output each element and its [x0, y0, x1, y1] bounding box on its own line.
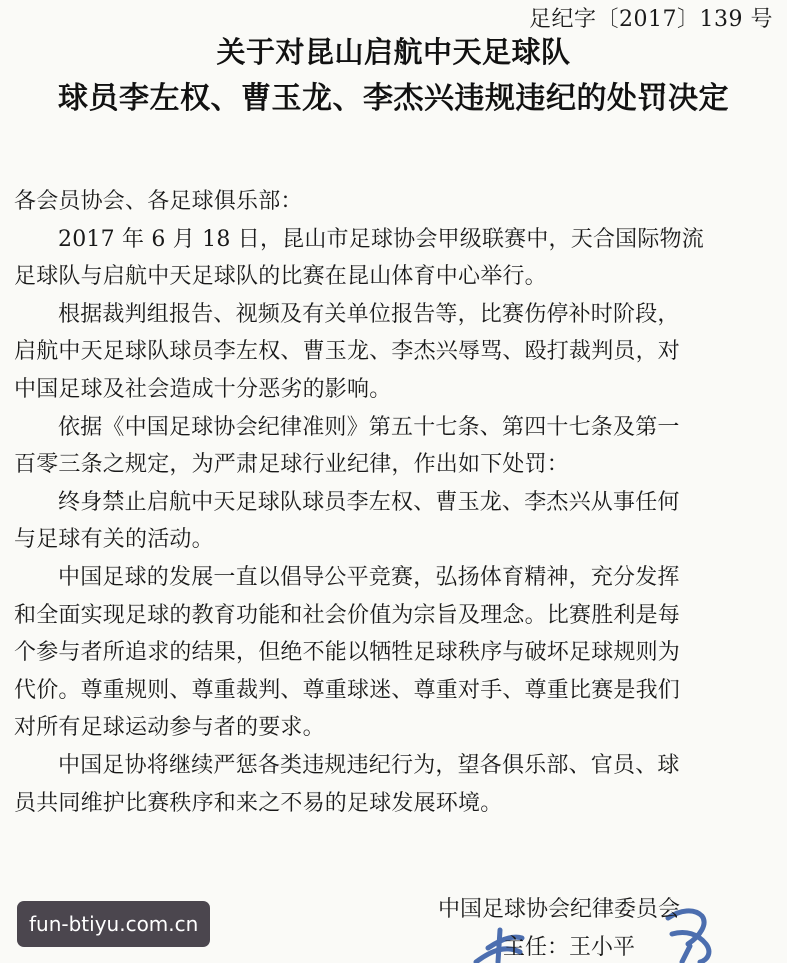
body-line: 中国足球及社会造成十分恶劣的影响。: [14, 376, 392, 402]
body-line: 百零三条之规定，为严肃足球行业纪律，作出如下处罚：: [14, 452, 570, 478]
body-line: 终身禁止启航中天足球队球员李左权、曹玉龙、李杰兴从事任何: [58, 489, 680, 515]
site-watermark: fun-btiyu.com.cn: [17, 901, 210, 947]
body-line: 足球队与启航中天足球队的比赛在昆山体育中心举行。: [14, 264, 547, 290]
body-line: 依据《中国足球协会纪律准则》第五十七条、第四十七条及第一: [58, 414, 680, 440]
salutation: 各会员协会、各足球俱乐部：: [14, 189, 303, 214]
body-line: 中国足球的发展一直以倡导公平竞赛，弘扬体育精神，充分发挥: [58, 564, 680, 590]
document-number: 足纪字〔2017〕139 号: [529, 7, 773, 32]
body-line: 启航中天足球队球员李左权、曹玉龙、李杰兴辱骂、殴打裁判员，对: [14, 339, 681, 365]
document-title-line-2: 球员李左权、曹玉龙、李杰兴违规违纪的处罚决定: [58, 81, 729, 116]
body-line: 对所有足球运动参与者的要求。: [14, 715, 325, 741]
body-line: 代价。尊重规则、尊重裁判、尊重球迷、尊重对手、尊重比赛是我们: [14, 677, 681, 703]
document-body: [14, 183, 776, 822]
body-line: 中国足协将继续严惩各类违规违纪行为，望各俱乐部、官员、球: [58, 752, 680, 778]
document-title-line-1: 关于对昆山启航中天足球队: [216, 35, 571, 69]
body-line: 个参与者所追求的结果，但绝不能以牺牲足球秩序与破坏足球规则为: [14, 640, 681, 666]
body-line: 根据裁判组报告、视频及有关单位报告等，比赛伤停补时阶段，: [58, 301, 680, 327]
body-line: 与足球有关的活动。: [14, 527, 214, 553]
issuing-committee: 中国足球协会纪律委员会: [438, 897, 681, 922]
body-line: 和全面实现足球的教育功能和社会价值为宗旨及理念。比赛胜利是每: [14, 602, 681, 628]
committee-director: 主任：王小平: [503, 935, 636, 960]
body-line: 2017 年 6 月 18 日，昆山市足球协会甲级联赛中，天合国际物流: [58, 226, 704, 252]
body-line: 员共同维护比赛秩序和来之不易的足球发展环境。: [14, 790, 503, 816]
